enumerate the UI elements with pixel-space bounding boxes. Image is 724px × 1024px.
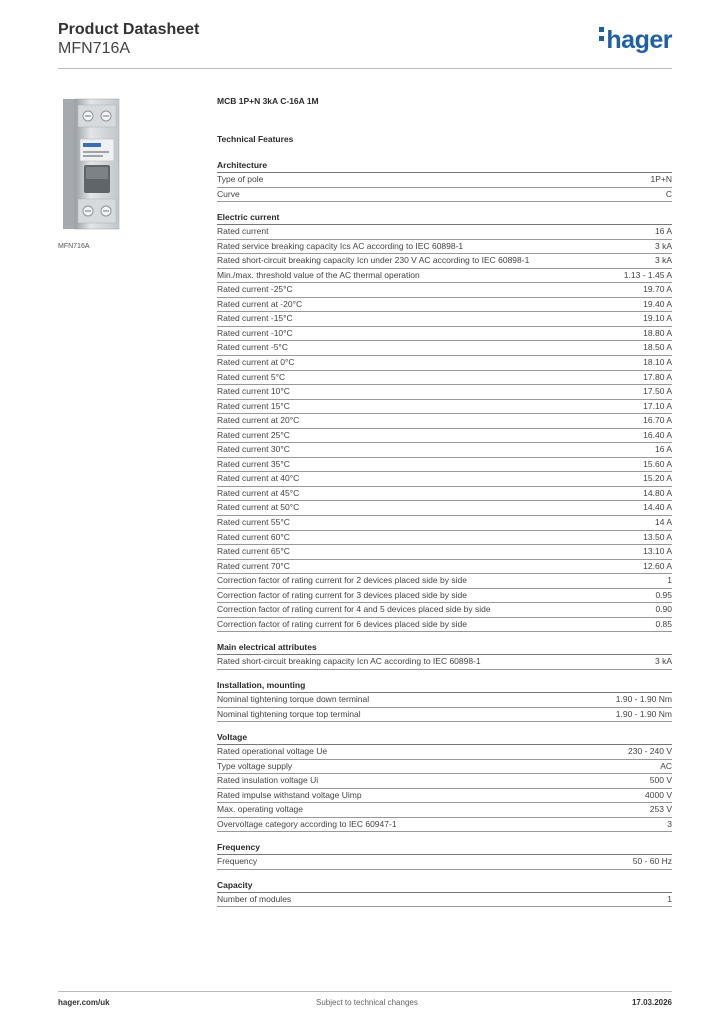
spec-row xyxy=(217,693,672,708)
spec-row xyxy=(217,818,672,833)
spec-row xyxy=(217,429,672,444)
spec-value: 1 xyxy=(667,575,672,586)
spec-value: 0.90 xyxy=(655,604,672,615)
section-title: Frequency xyxy=(217,842,672,855)
spec-row xyxy=(217,501,672,516)
spec-section xyxy=(217,680,672,722)
spec-value: C xyxy=(665,188,672,199)
spec-label: Rated current at 0°C xyxy=(217,357,295,368)
spec-label: Rated impulse withstand voltage Uimp xyxy=(217,789,362,800)
spec-row xyxy=(217,531,672,546)
spec-section xyxy=(217,732,672,832)
spec-value: 3 kA xyxy=(654,240,672,251)
spec-label: Rated service breaking capacity Ics AC according to IEC 60898-1 xyxy=(217,240,464,251)
spec-value: 50 - 60 Hz xyxy=(632,856,672,867)
spec-row xyxy=(217,774,672,789)
spec-section xyxy=(217,160,672,202)
spec-value: 4000 V xyxy=(645,789,672,800)
spec-label: Rated current -10°C xyxy=(217,327,293,338)
spec-value: 16.70 A xyxy=(643,415,672,426)
footer-note: Subject to technical changes xyxy=(316,998,418,1007)
spec-label: Rated current 35°C xyxy=(217,458,290,469)
spec-row xyxy=(217,893,672,908)
footer-date: 17.03.2026 xyxy=(631,998,672,1007)
spec-value: 15.60 A xyxy=(643,458,672,469)
spec-label: Nominal tightening torque top terminal xyxy=(217,708,361,719)
spec-value: 1.13 - 1.45 A xyxy=(623,269,672,280)
spec-row xyxy=(217,574,672,589)
spec-value: 16 A xyxy=(654,444,672,455)
spec-label: Rated operational voltage Ue xyxy=(217,746,328,757)
spec-row xyxy=(217,708,672,723)
spec-value: 18.10 A xyxy=(643,357,672,368)
spec-row xyxy=(217,385,672,400)
section-title: Electric current xyxy=(217,212,672,225)
spec-label: Nominal tightening torque down terminal xyxy=(217,693,370,704)
spec-label: Max. operating voltage xyxy=(217,804,303,815)
spec-value: 18.80 A xyxy=(643,327,672,338)
spec-row xyxy=(217,400,672,415)
spec-label: Type voltage supply xyxy=(217,760,293,771)
spec-label: Type of pole xyxy=(217,174,264,184)
spec-row xyxy=(217,472,672,487)
spec-sections xyxy=(217,160,672,907)
spec-row xyxy=(217,655,672,670)
spec-value: 0.95 xyxy=(655,589,672,600)
spec-label: Rated current 65°C xyxy=(217,546,290,557)
spec-value: 17.10 A xyxy=(643,400,672,411)
spec-label: Rated current 55°C xyxy=(217,517,290,528)
spec-label: Rated current 5°C xyxy=(217,371,286,382)
spec-section xyxy=(217,642,672,670)
spec-value: 19.40 A xyxy=(643,298,672,309)
spec-value: 19.10 A xyxy=(643,313,672,324)
spec-label: Overvoltage category according to IEC 60947-1 xyxy=(217,818,397,829)
spec-value: 253 V xyxy=(649,804,672,815)
spec-label: Correction factor of rating current for 4 and 5 devices placed side by side xyxy=(217,604,491,615)
spec-value: 3 kA xyxy=(654,255,672,266)
spec-row xyxy=(217,589,672,604)
spec-value: 0.85 xyxy=(655,618,672,629)
spec-value: 1 xyxy=(667,893,672,904)
spec-label: Rated current 60°C xyxy=(217,531,290,542)
spec-value: 13.50 A xyxy=(643,531,672,542)
spec-label: Rated current 25°C xyxy=(217,429,290,440)
product-image xyxy=(57,95,128,233)
spec-value: 1.90 - 1.90 Nm xyxy=(615,693,672,704)
spec-label: Frequency xyxy=(217,856,258,867)
spec-value: 19.70 A xyxy=(643,284,672,295)
spec-label: Number of modules xyxy=(217,893,292,904)
spec-row xyxy=(217,225,672,240)
footer-divider xyxy=(58,991,672,992)
spec-label: Rated current -5°C xyxy=(217,342,288,353)
spec-value: 14.40 A xyxy=(643,502,672,513)
spec-row xyxy=(217,371,672,386)
spec-row xyxy=(217,443,672,458)
section-title: Main electrical attributes xyxy=(217,642,672,655)
spec-value: 18.50 A xyxy=(643,342,672,353)
spec-label: Rated current 30°C xyxy=(217,444,290,455)
logo-text: hager xyxy=(606,26,672,54)
section-title: Architecture xyxy=(217,160,672,173)
spec-row xyxy=(217,188,672,203)
spec-value: 12.60 A xyxy=(643,560,672,571)
spec-label: Rated current at 50°C xyxy=(217,502,300,513)
spec-value: 16 A xyxy=(654,226,672,237)
hager-logo xyxy=(599,26,672,55)
spec-row xyxy=(217,760,672,775)
spec-row xyxy=(217,240,672,255)
spec-label: Correction factor of rating current for 3 devices placed side by side xyxy=(217,589,467,600)
spec-label: Rated current -15°C xyxy=(217,313,293,324)
spec-value: 14.80 A xyxy=(643,487,672,498)
spec-row xyxy=(217,458,672,473)
logo-dots-icon xyxy=(599,27,604,45)
spec-value: 3 kA xyxy=(654,656,672,667)
spec-value: 1.90 - 1.90 Nm xyxy=(615,708,672,719)
features-heading: Technical Features xyxy=(217,134,294,144)
spec-label: Rated short-circuit breaking capacity Icn AC according to IEC 60898-1 xyxy=(217,656,481,667)
spec-value: 3 xyxy=(667,818,672,829)
section-title: Voltage xyxy=(217,732,672,745)
spec-label: Rated current 70°C xyxy=(217,560,290,571)
spec-row xyxy=(217,789,672,804)
spec-row xyxy=(217,560,672,575)
spec-row xyxy=(217,298,672,313)
spec-row xyxy=(217,173,672,188)
spec-section xyxy=(217,842,672,870)
spec-label: Rated current at 45°C xyxy=(217,487,300,498)
spec-row xyxy=(217,269,672,284)
spec-row xyxy=(217,341,672,356)
spec-value: 500 V xyxy=(649,775,672,786)
spec-label: Rated current at 20°C xyxy=(217,415,300,426)
spec-label: Rated current -25°C xyxy=(217,284,293,295)
spec-row xyxy=(217,745,672,760)
spec-row xyxy=(217,254,672,269)
spec-label: Rated short-circuit breaking capacity Icn under 230 V AC according to IEC 60898-1 xyxy=(217,255,530,266)
technical-content xyxy=(217,96,672,917)
spec-value: 16.40 A xyxy=(643,429,672,440)
spec-row xyxy=(217,855,672,870)
spec-row xyxy=(217,356,672,371)
spec-row xyxy=(217,487,672,502)
spec-value: 13.10 A xyxy=(643,546,672,557)
spec-label: Curve xyxy=(217,188,240,199)
footer-website[interactable]: hager.com/uk xyxy=(58,998,110,1007)
section-title: Installation, mounting xyxy=(217,680,672,693)
spec-value: AC xyxy=(660,760,672,771)
spec-label: Rated current xyxy=(217,226,269,237)
spec-row xyxy=(217,283,672,298)
spec-label: Correction factor of rating current for 2 devices placed side by side xyxy=(217,575,467,586)
product-title: MCB 1P+N 3kA C-16A 1M xyxy=(217,96,319,106)
section-title: Capacity xyxy=(217,880,672,893)
spec-label: Rated insulation voltage Ui xyxy=(217,775,319,786)
spec-row xyxy=(217,516,672,531)
spec-value: 15.20 A xyxy=(643,473,672,484)
spec-value: 1P+N xyxy=(650,174,672,184)
spec-row xyxy=(217,414,672,429)
spec-row xyxy=(217,327,672,342)
spec-section xyxy=(217,212,672,632)
circuit-breaker-illustration xyxy=(57,95,128,233)
page-title: Product Datasheet xyxy=(58,21,200,38)
spec-row xyxy=(217,618,672,633)
spec-row xyxy=(217,545,672,560)
spec-label: Rated current at 40°C xyxy=(217,473,300,484)
spec-value: 230 - 240 V xyxy=(628,746,672,757)
spec-section xyxy=(217,880,672,908)
spec-value: 14 A xyxy=(654,517,672,528)
spec-row xyxy=(217,603,672,618)
product-reference: MFN716A xyxy=(58,40,131,57)
spec-label: Rated current 15°C xyxy=(217,400,290,411)
spec-label: Correction factor of rating current for 6 devices placed side by side xyxy=(217,618,467,629)
image-caption: MFN716A xyxy=(58,243,90,250)
spec-row xyxy=(217,803,672,818)
spec-label: Rated current 10°C xyxy=(217,386,290,397)
spec-value: 17.50 A xyxy=(643,386,672,397)
spec-row xyxy=(217,312,672,327)
spec-label: Min./max. threshold value of the AC thermal operation xyxy=(217,269,420,280)
header-divider xyxy=(58,68,672,69)
spec-label: Rated current at -20°C xyxy=(217,298,303,309)
spec-value: 17.80 A xyxy=(643,371,672,382)
